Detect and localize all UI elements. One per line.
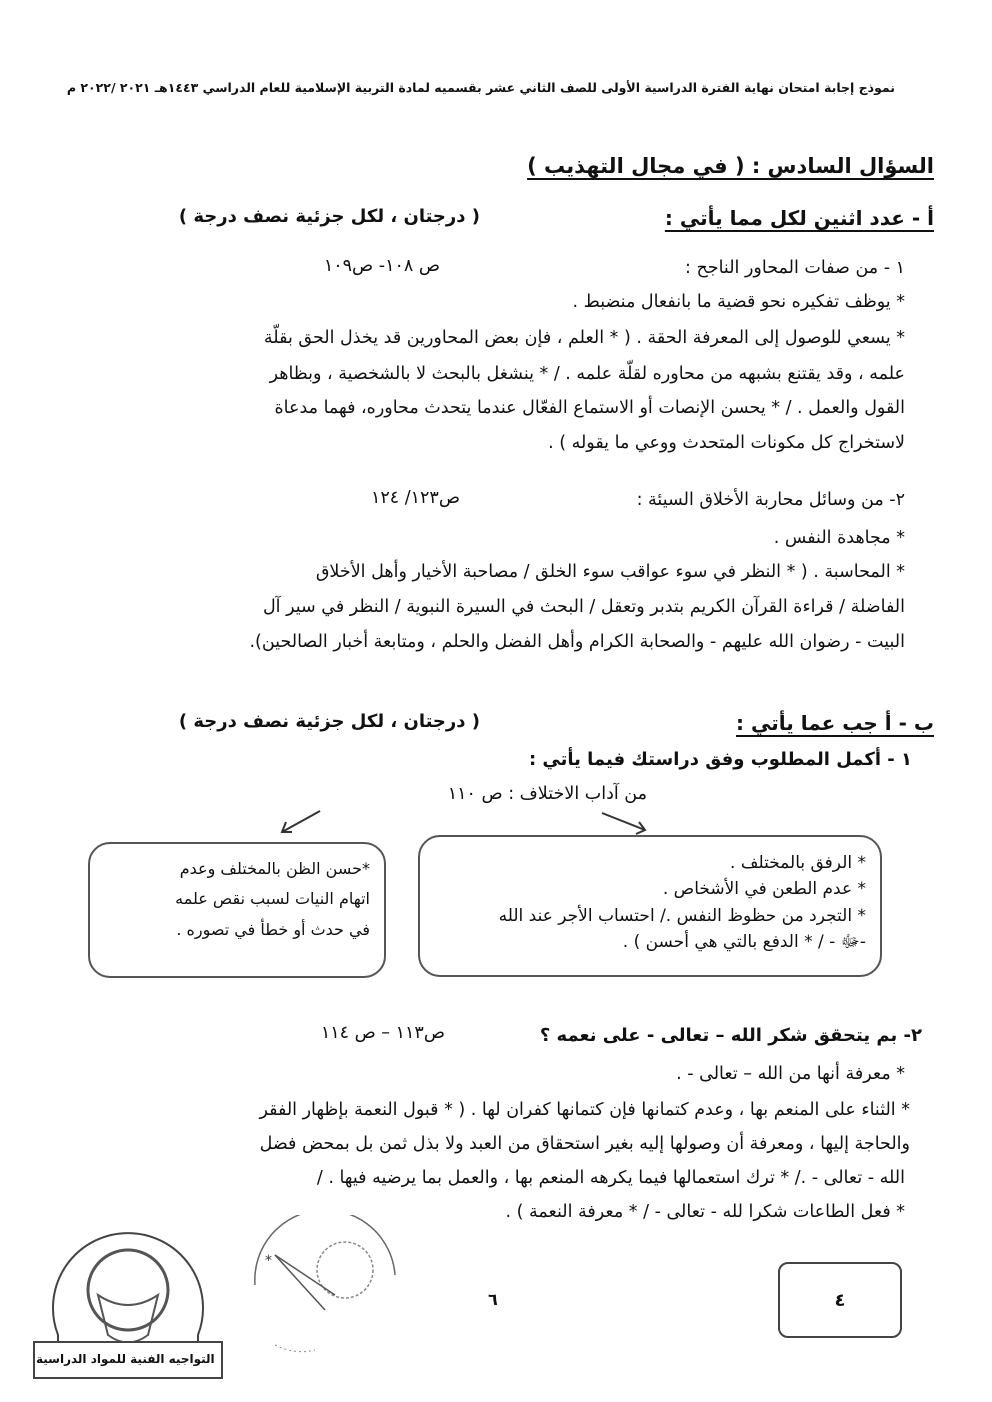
q1-label: ١ - من صفات المحاور الناجح :	[685, 258, 905, 278]
answer-line: الله - تعالى - ./ * ترك استعمالها فيما يكرهه المنعم بها ، والعمل بما يرضيه فيها . /	[316, 1168, 905, 1188]
answer-line: الفاضلة / قراءة القرآن الكريم بتدبر وتعقل / البحث في السيرة النبوية / النظر في سير آل	[262, 597, 905, 617]
question-title: السؤال السادس : ( في مجال التهذيب )	[527, 154, 934, 178]
answer-line: * مجاهدة النفس .	[773, 528, 905, 548]
part-a-title: أ - عدد اثنين لكل مما يأتي :	[664, 206, 934, 230]
answer-line: * معرفة أنها من الله – تعالى - .	[676, 1064, 905, 1084]
b-q2-label: ٢- بم يتحقق شكر الله – تعالى - على نعمه ؟	[539, 1025, 922, 1046]
svg-text:*: *	[265, 1253, 272, 1269]
box-line: * الرفق بالمختلف .	[730, 853, 866, 873]
box-line: * عدم الطعن في الأشخاص .	[662, 879, 866, 900]
left-answer-box	[88, 842, 386, 978]
q2-label: ٢- من وسائل محاربة الأخلاق السيئة :	[636, 490, 905, 510]
box-line: اتهام النيات لسبب نقص علمه	[175, 889, 370, 909]
document-header: نموذج إجابة امتحان نهاية الفترة الدراسية الأولى للصف الثاني عشر بقسميه لمادة التربية الإسلامية للعام الدراسي ١٤٤٣هـ ٢٠٢١ /٢٠٢٢ م	[66, 80, 895, 95]
b-q1-label: ١ - أكمل المطلوب وفق دراستك فيما يأتي :	[528, 749, 912, 770]
answer-line: * الثناء على المنعم بها ، وعدم كتمانها فإن كتمانها كفران لها . ( * قبول النعمة بإظهار الفقر	[259, 1100, 910, 1120]
part-a-marks: ( درجتان ، لكل جزئية نصف درجة )	[178, 206, 480, 227]
box-line: *حسن الظن بالمختلف وعدم	[179, 859, 370, 878]
answer-line: * يوظف تفكيره نحو قضية ما بانفعال منضبط .	[572, 292, 905, 312]
answer-line: القول والعمل . / * يحسن الإنصات أو الاستماع الفعّال عندما يتحدث محاوره، فهما مدعاة	[274, 398, 905, 418]
answer-line: علمه ، وقد يقتنع بشبهه من محاوره لقلّة علمه . / * ينشغل بالبحث لا بالشخصية ، وبظاهر	[269, 364, 905, 384]
b-q1-center-heading: من آداب الاختلاف : ص ١١٠	[447, 784, 647, 804]
answer-line: * فعل الطاعات شكرا لله - تعالى - / * معرفة النعمة ) .	[505, 1202, 905, 1222]
official-stamp	[245, 1215, 415, 1385]
logo-caption: التواجيه الفنية للمواد الدراسية	[36, 1352, 215, 1366]
arrow-left-icon	[282, 811, 320, 832]
q1-page-ref: ص ١٠٨- ص١٠٩	[323, 256, 440, 276]
part-b-title: ب - أ جب عما يأتي :	[736, 711, 934, 735]
answer-line: لاستخراج كل مكونات المتحدث ووعي ما يقوله ) .	[548, 433, 905, 453]
part-b-marks: ( درجتان ، لكل جزئية نصف درجة )	[178, 711, 480, 732]
box-line: -ﷻ - / * الدفع بالتي هي أحسن ) .	[622, 931, 866, 952]
answer-line: * يسعي للوصول إلى المعرفة الحقة . ( * العلم ، فإن بعض المحاورين قد يخذل الحق بقلّة	[263, 328, 905, 348]
right-answer-box	[418, 835, 882, 977]
q2-page-ref: ص١٢٣/ ١٢٤	[370, 488, 460, 508]
score-box: ٤	[778, 1262, 902, 1338]
answer-line: * المحاسبة . ( * النظر في سوء عواقب سوء الخلق / مصاحبة الأخيار وأهل الأخلاق	[315, 562, 905, 582]
answer-line: البيت - رضوان الله عليهم - والصحابة الكرام وأهل الفضل والحلم ، ومتابعة أخبار الصالحين).	[249, 632, 905, 652]
box-line: * التجرد من حظوظ النفس ./ احتساب الأجر عند الله	[498, 905, 866, 926]
answer-line: والحاجة إليها ، ومعرفة أن وصولها إليه بغير استحقاق من العبد ولا بذل ثمن بل بمحض فضل	[259, 1134, 910, 1154]
b-q2-page-ref: ص١١٣ – ص ١١٤	[320, 1023, 445, 1043]
box-line: في حدث أو خطأ في تصوره .	[176, 919, 370, 939]
page-number: ٦	[488, 1290, 498, 1309]
arrow-right-icon	[602, 813, 645, 830]
arrow-icons	[270, 808, 670, 838]
